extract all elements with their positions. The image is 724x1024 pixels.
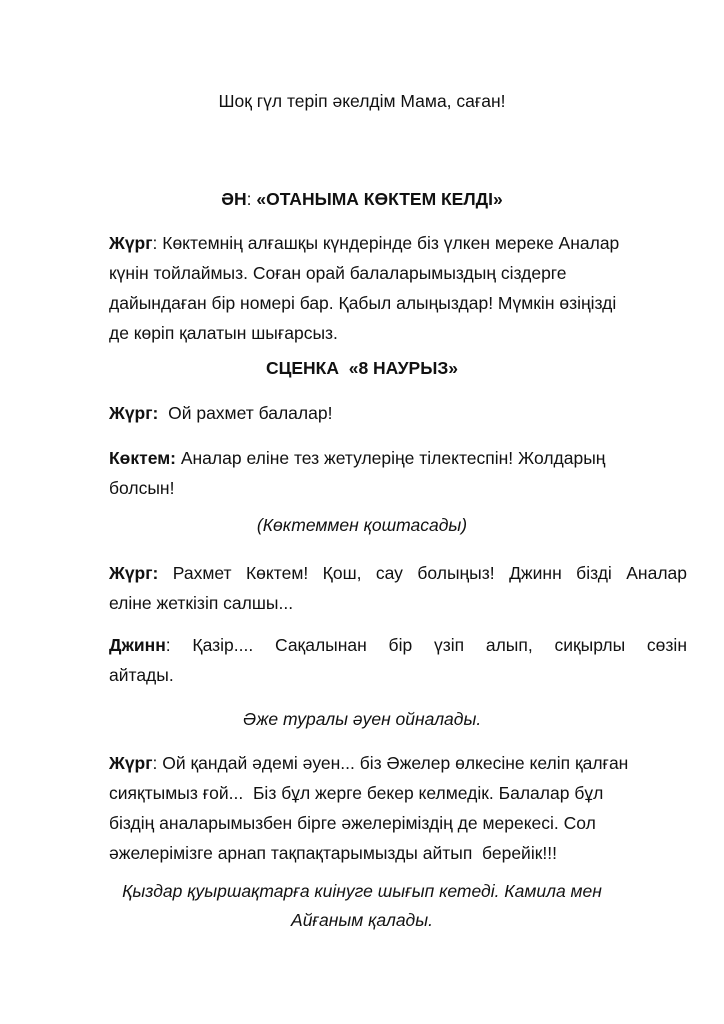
paragraph-line: айтады. xyxy=(109,665,174,685)
speaker-label: Жүрг: xyxy=(109,403,159,423)
song-separator: : xyxy=(246,189,257,209)
paragraph-thanks xyxy=(109,402,332,424)
speaker-label: Жүрг xyxy=(109,233,153,253)
speaker-label: Джинн xyxy=(109,635,166,655)
speaker-label: Жүрг xyxy=(109,753,153,773)
speaker-label: Жүрг: xyxy=(109,563,159,583)
speaker-label: Көктем: xyxy=(109,448,176,468)
document-title: Шоқ гүл теріп әкелдім Мама, саған! xyxy=(218,91,506,111)
paragraph-line: де көріп қалатын шығарсыз. xyxy=(109,323,338,343)
song-heading xyxy=(0,188,724,210)
speech-text: : Қазір.... Сақалынан бір үзіп алып, сиқырлы сөзін xyxy=(165,635,687,655)
speech-text: Рахмет Көктем! Қош, сау болыңыз! Джинн бізді Аналар xyxy=(158,563,687,583)
stage-direction-text: Қыздар қуыршақтарға киінуге шығып кетеді. Камила мен xyxy=(122,881,602,901)
stage-direction-line xyxy=(0,909,724,931)
speech-text: Ой рахмет балалар! xyxy=(158,403,333,423)
stage-direction xyxy=(0,514,724,536)
song-label: ӘН xyxy=(221,189,247,209)
speech-text: Аналар еліне тез жетулеріңе тілектеспін! Жолдарың xyxy=(175,448,606,468)
paragraph-line: болсын! xyxy=(109,478,175,498)
stage-direction-text: Айғаным қалады. xyxy=(291,910,433,930)
paragraph-line xyxy=(109,562,687,584)
speech-text: : Көктемнің алғашқы күндерінде біз үлкен мереке Аналар xyxy=(152,233,620,253)
scene-heading: СЦЕНКА «8 НАУРЫЗ» xyxy=(265,358,459,378)
paragraph-line: сияқтымыз ғой... Біз бұл жерге бекер келмедік. Балалар бұл xyxy=(109,783,604,803)
stage-direction-line xyxy=(0,880,724,902)
paragraph-line: әжелерімізге арнап тақпақтарымызды айтып берейік!!! xyxy=(109,843,557,863)
stage-direction xyxy=(0,708,724,730)
paragraph-line xyxy=(109,634,687,656)
paragraph-line: еліне жеткізіп салшы... xyxy=(109,593,294,613)
paragraph-line xyxy=(109,447,605,469)
paragraph-line xyxy=(109,232,619,254)
stage-direction-text: Әже туралы әуен ойналады. xyxy=(242,709,482,729)
song-name: «ОТАНЫМА КӨКТЕМ КЕЛДІ» xyxy=(256,189,503,209)
paragraph-line: біздің аналарымызбен бірге әжелеріміздің де мерекесі. Сол xyxy=(109,813,596,833)
paragraph-line: күнін тойлаймыз. Соған орай балаларымыздың сіздерге xyxy=(109,263,567,283)
speech-text: : Ой қандай әдемі әуен... біз Әжелер өлкесіне келіп қалған xyxy=(152,753,629,773)
paragraph-line: дайындаған бір номері бар. Қабыл алыңыздар! Мүмкін өзіңізді xyxy=(109,293,617,313)
stage-direction-text: (Көктеммен қоштасады) xyxy=(256,515,468,535)
paragraph-line xyxy=(109,752,628,774)
